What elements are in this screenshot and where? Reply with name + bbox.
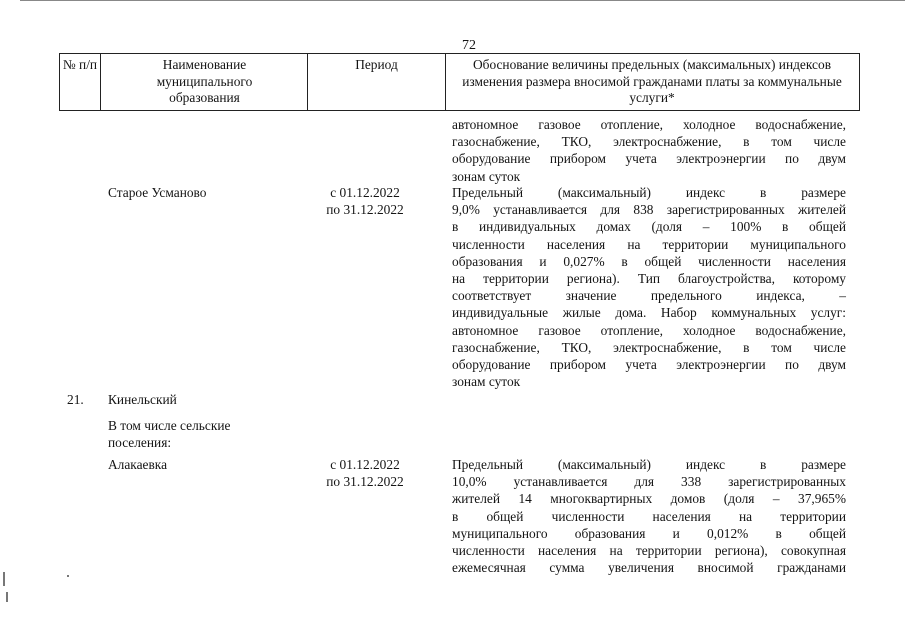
- scan-speck: [67, 575, 69, 577]
- header-col-basis: Обоснование величины предельных (максимальных) индексов изменения размера вносимой гражданами платы за коммунальные услуги*: [462, 57, 842, 105]
- row-staroe-usmanovo-name: Старое Усманово: [108, 185, 207, 200]
- scan-top-edge-line: [20, 0, 905, 1]
- header-divider-1: [100, 54, 101, 110]
- header-col-number: № п/п: [62, 57, 98, 72]
- row-alakaevka-period: с 01.12.2022 по 31.12.2022: [326, 457, 404, 490]
- header-col-name: Наименование муниципального образования: [156, 57, 253, 105]
- row-staroe-usmanovo-period: с 01.12.2022 по 31.12.2022: [326, 185, 404, 218]
- row-kinelsky-subheading: В том числе сельские поселения:: [108, 418, 231, 451]
- row-staroe-usmanovo-basis: Предельный (максимальный) индекс в размере 9,0% устанавливается для 838 зарегистрированных жителей в индивидуальных домах (доля – 100% в общей численности населения на территории муниципального образования и 0,027% в общей численности населения на территории региона). Тип благоустройства, которому соответствует значение предельного индекса, – индивидуальные жилые дома. Набор коммунальных услуг: автономное газовое отопление, холодное водоснабжение, газоснабжение, ТКО, электроснабжение, в том числе оборудование прибором учета электроэнергии по двум зонам суток: [452, 185, 846, 390]
- row-alakaevka-name: Алакаевка: [108, 457, 168, 472]
- table-header: [59, 53, 860, 111]
- header-divider-3: [445, 54, 446, 110]
- row-21-number: 21.: [67, 392, 84, 407]
- header-col-period: Период: [355, 57, 398, 72]
- header-divider-2: [307, 54, 308, 110]
- continuation-text: автономное газовое отопление, холодное водоснабжение, газоснабжение, ТКО, электроснабжение, в том числе оборудование прибором учета электроэнергии по двум зонам суток: [452, 117, 846, 184]
- row-kinelsky-name: Кинельский: [108, 392, 177, 407]
- page-number: 72: [462, 38, 476, 53]
- scan-speck: [3, 572, 5, 586]
- scan-speck: [6, 592, 8, 602]
- row-alakaevka-basis: Предельный (максимальный) индекс в размере 10,0% устанавливается для 338 зарегистрированных жителей 14 многоквартирных домов (доля – 37,965% в общей численности населения на территории муниципального образования и 0,012% в общей численности населения на территории региона), совокупная ежемесячная сумма увеличения вносимой гражданами: [452, 457, 846, 576]
